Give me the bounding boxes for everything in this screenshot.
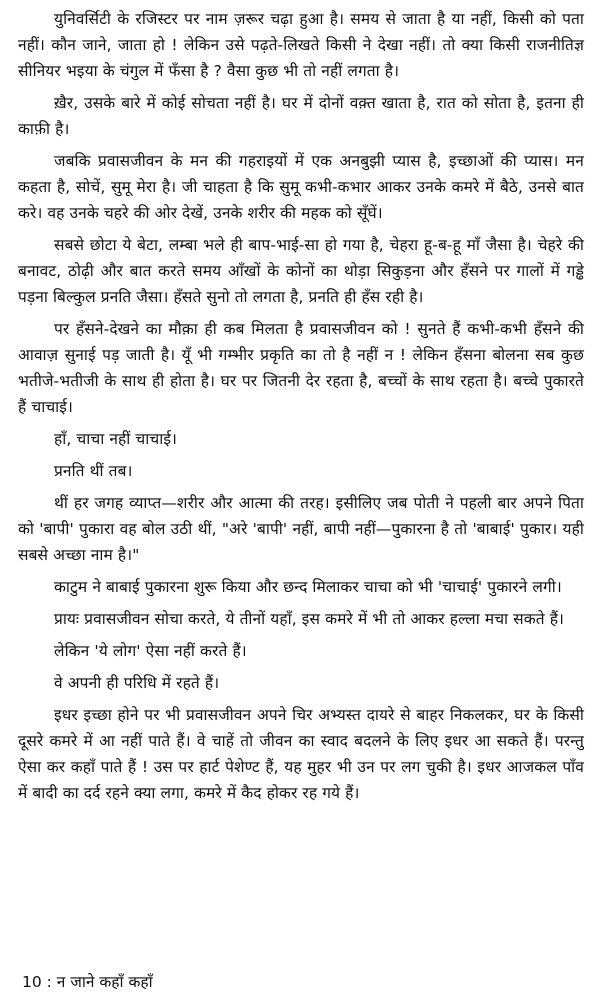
page-body [18, 6, 584, 812]
paragraph: हाँ, चाचा नहीं चाचाई। [54, 430, 178, 448]
page-footer: 10 : न जाने कहाँ कहाँ [22, 973, 153, 991]
paragraph: युनिवर्सिटी के रजिस्टर पर नाम ज़रूर चढ़ा हुआ है। समय से जाता है या नहीं, किसी को पता नहीं। कौन जाने, जाता हो ! लेकिन उसे पढ़ते-लिखते किसी ने देखा नहीं। तो क्या किसी राजनीतिज्ञ सीनियर भइया के चंगुल में फँसा है ? वैसा कुछ भी तो नहीं लगता है। [18, 10, 584, 80]
paragraph: इधर इच्छा होने पर भी प्रवासजीवन अपने चिर अभ्यस्त दायरे से बाहर निकलकर, घर के किसी दूसरे कमरे में आ नहीं पाते हैं। वे चाहें तो जीवन का स्वाद बदलने के लिए इधर आ सकते हैं। परन्तु ऐसा कर कहाँ पाते हैं ! उस पर हार्ट पेशेण्ट हैं, यह मुहर भी उन पर लग चुकी है। इधर आजकल पाँव में बादी का दर्द रहने क्या लगा, कमरे में कैद होकर रह गये हैं। [18, 706, 584, 802]
paragraph: सबसे छोटा ये बेटा, लम्बा भले ही बाप-भाई-सा हो गया है, चेहरा हू-ब-हू माँ जैसा है। चेहरे की बनावट, ठोढ़ी और बात करते समय आँखों के कोनों का थोड़ा सिकुड़ना और हँसने पर गालों में गड्ढे पड़ना बिल्कुल प्रनति जैसा। हँसते सुनो तो लगता है, प्रनति ही हँस रही है। [18, 236, 584, 306]
paragraph: प्रनति थीं तब। [54, 462, 133, 480]
paragraph: थीं हर जगह व्याप्त—शरीर और आत्मा की तरह। इसीलिए जब पोती ने पहली बार अपने पिता को 'बापी' पुकारा वह बोल उठी थीं, "अरे 'बापी' नहीं, बापी नहीं—पुकारना है तो 'बाबाई' पुकार। यही सबसे अच्छा नाम है।" [18, 494, 584, 564]
paragraph: लेकिन 'ये लोग' ऐसा नहीं करते हैं। [54, 642, 247, 660]
paragraph: ख़ैर, उसके बारे में कोई सोचता नहीं है। घर में दोनों वक़्त खाता है, रात को सोता है, इतना ही काफ़ी है। [18, 94, 584, 138]
paragraph: प्रायः प्रवासजीवन सोचा करते, ये तीनों यहाँ, इस कमरे में भी तो आकर हल्ला मचा सकते हैं। [54, 610, 565, 628]
paragraph: काटुम ने बाबाई पुकारना शुरू किया और छन्द मिलाकर चाचा को भी 'चाचाई' पुकारने लगी। [54, 578, 562, 596]
paragraph: पर हँसने-देखने का मौक़ा ही कब मिलता है प्रवासजीवन को ! सुनते हैं कभी-कभी हँसने की आवाज़ सुनाई पड़ जाती है। यूँ भी गम्भीर प्रकृति का तो है नहीं न ! लेकिन हँसना बोलना सब कुछ भतीजे-भतीजी के साथ ही होता है। घर पर जितनी देर रहता है, बच्चों के साथ रहता है। बच्चे पुकारते हैं चाचाई। [18, 320, 584, 416]
paragraph: वे अपनी ही परिधि में रहते हैं। [54, 674, 220, 692]
paragraph: जबकि प्रवासजीवन के मन की गहराइयों में एक अनबुझी प्यास है, इच्छाओं की प्यास। मन कहता है, सोचें, सुमू मेरा है। जी चाहता है कि सुमू कभी-कभार आकर उनके कमरे में बैठे, उनसे बात करे। वह उनके चहरे की ओर देखें, उनके शरीर की महक को सूँघें। [18, 152, 584, 222]
